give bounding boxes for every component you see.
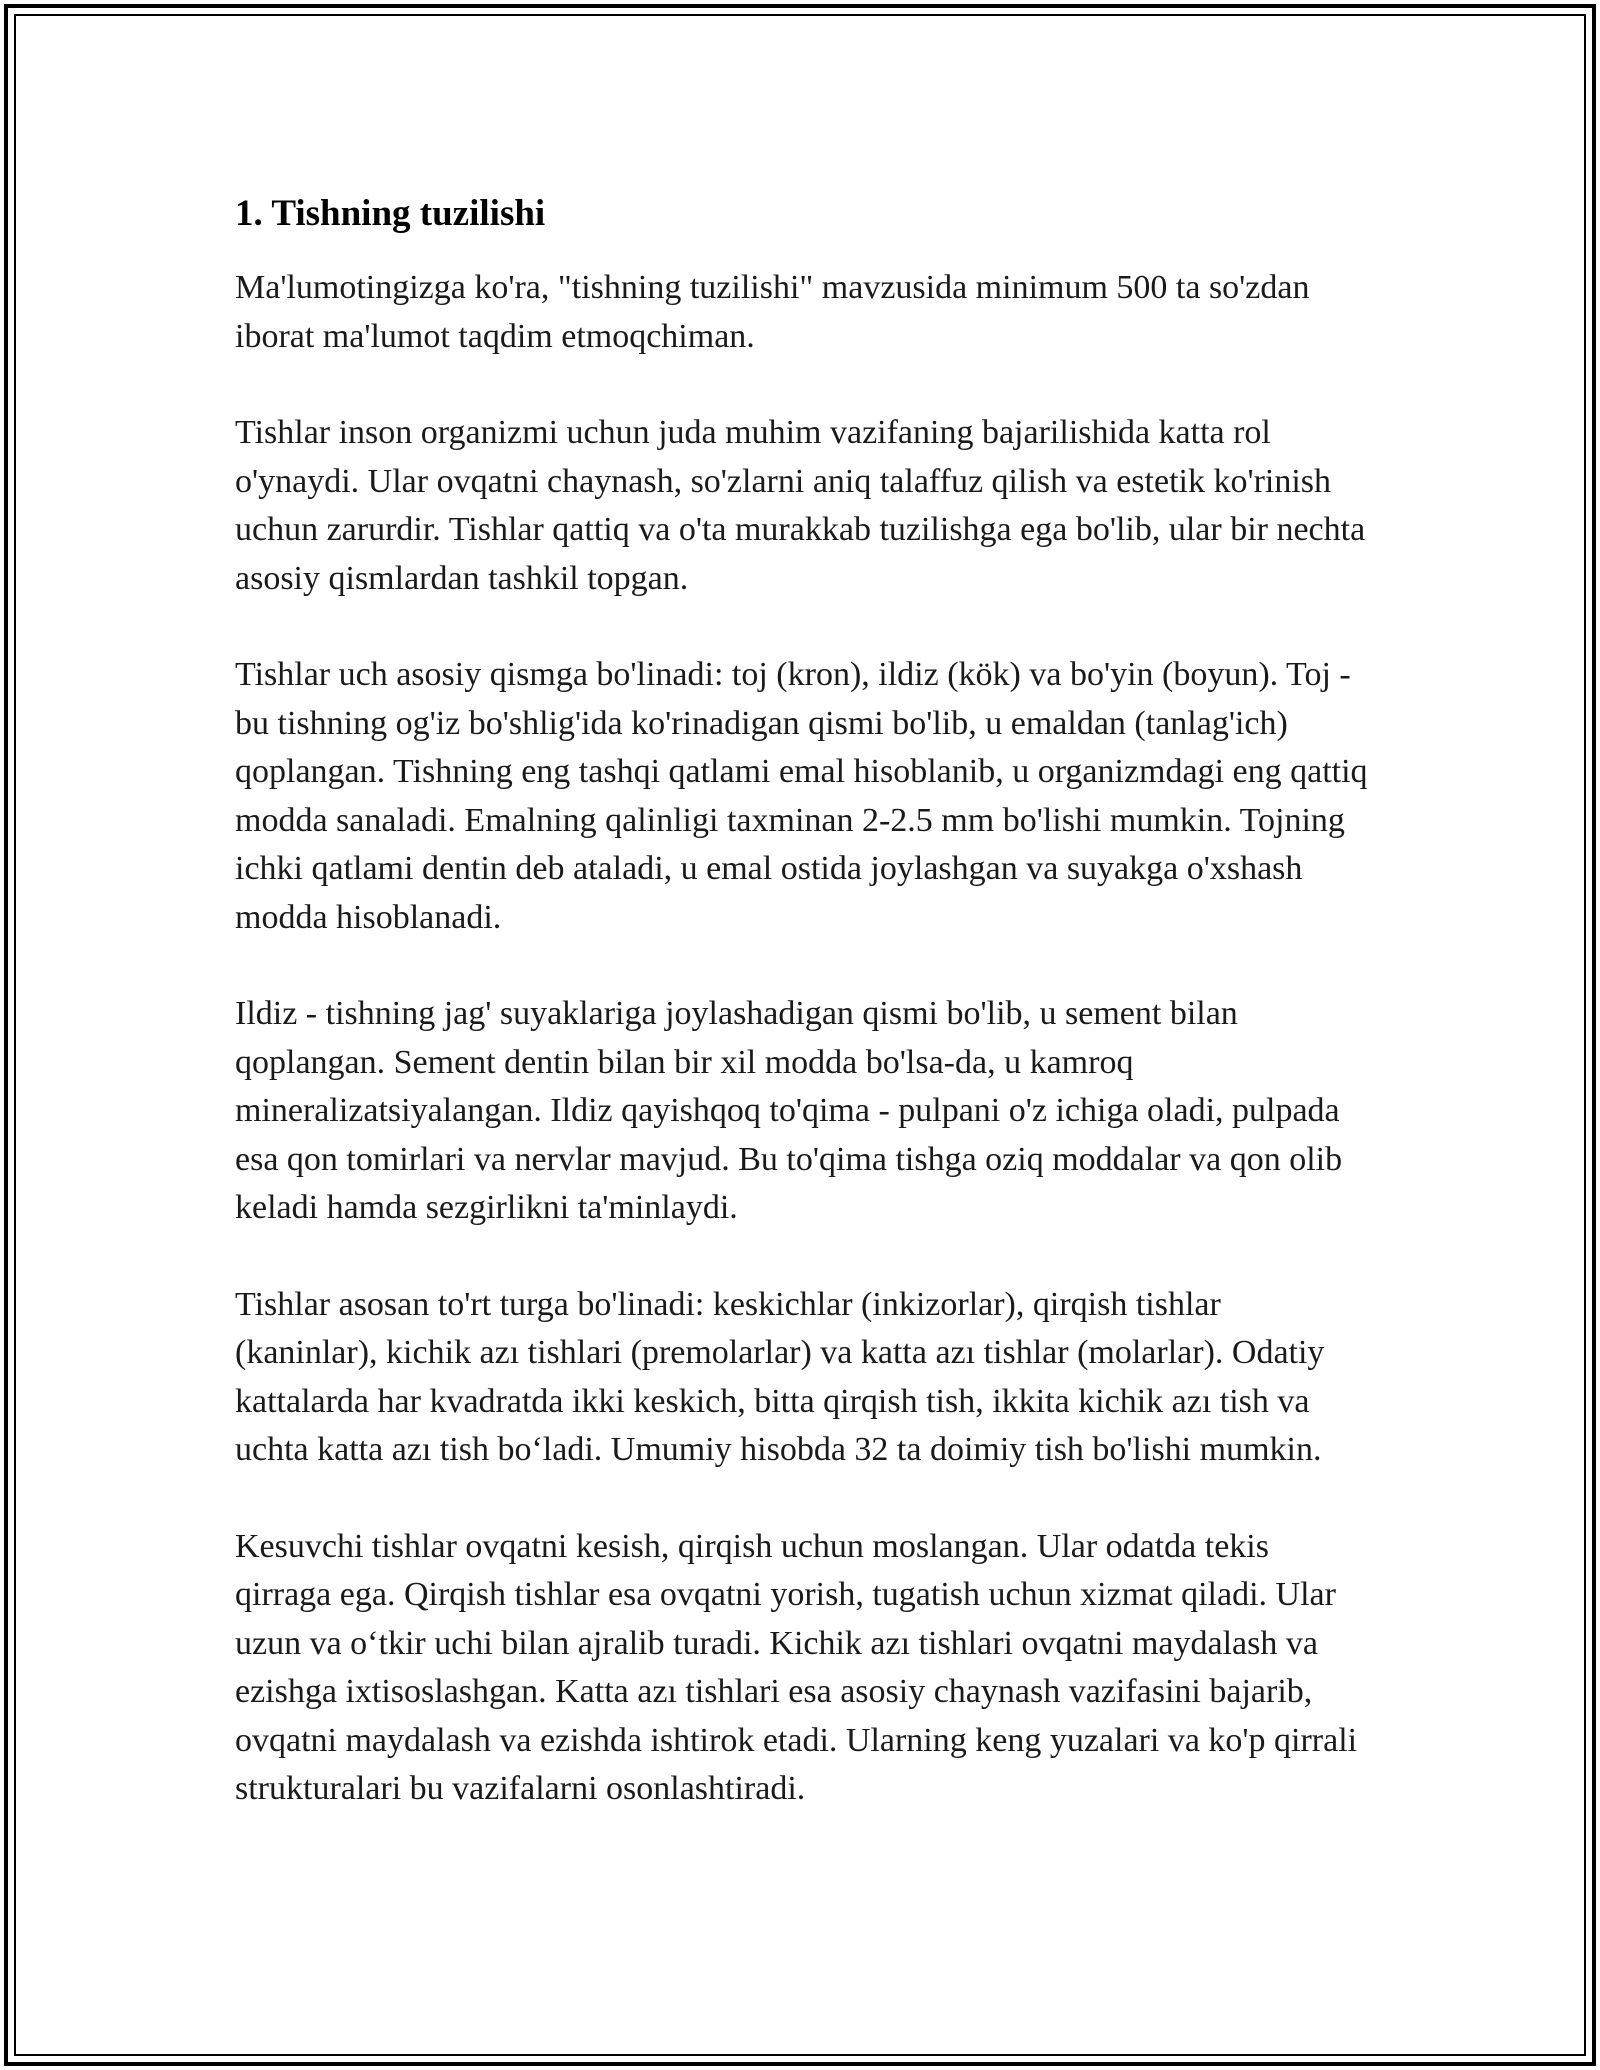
document-body [235, 186, 1370, 1862]
paragraph-parts: Tishlar uch asosiy qismga bo'linadi: toj (kron), ildiz (kök) va bo'yin (boyun). Toj - bu tishning og'iz bo'shlig'ida ko'rinadigan qismi bo'lib, u emaldan (tanlag'ich) qoplangan. Tishning eng tashqi qatlami emal hisoblanib, u organizmdagi eng qattiq modda sanaladi. Emalning qalinligi taxminan 2-2.5 mm bo'lishi mumkin. Tojning ichki qatlami dentin deb ataladi, u emal ostida joylashgan va suyakga o'xshash modda hisoblanadi. [235, 656, 1368, 936]
paragraph-intro: Ma'lumotingizga ko'ra, "tishning tuzilishi" mavzusida minimum 500 ta so'zdan iborat ma'lumot taqdim etmoqchiman. [235, 269, 1310, 355]
paragraph-types: Tishlar asosan to'rt turga bo'linadi: keskichlar (inkizorlar), qirqish tishlar (kaninlar), kichik azı tishlari (premolarlar) va katta azı tishlar (molarlar). Odatiy kattalarda har kvadratda ikki keskich, bitta qirqish tish, ikkita kichik azı tish va uchta katta azı tish bo‘ladi. Umumiy hisobda 32 ta doimiy tish bo'lishi mumkin. [235, 1285, 1325, 1468]
paragraph-root: Ildiz - tishning jag' suyaklariga joylashadigan qismi bo'lib, u sement bilan qoplangan. Sement dentin bilan bir xil modda bo'lsa-da, u kamroq mineralizatsiyalangan. Ildiz qayishqoq to'qima - pulpani o'z ichiga oladi, pulpada esa qon tomirlari va nervlar mavjud. Bu to'qima tishga oziq moddalar va qon olib keladi hamda sezgirlikni ta'minlaydi. [235, 995, 1343, 1226]
section-heading: 1. Tishning tuzilishi [235, 193, 546, 234]
paragraph-functions: Kesuvchi tishlar ovqatni kesish, qirqish uchun moslangan. Ular odatda tekis qirraga ega. Qirqish tishlar esa ovqatni yorish, tugatish uchun xizmat qiladi. Ular uzun va o‘tkir uchi bilan ajralib turadi. Kichik azı tishlari ovqatni maydalash va ezishga ixtisoslashgan. Katta azı tishlari esa asosiy chaynash vazifasini bajarib, ovqatni maydalash va ezishda ishtirok etadi. Ularning keng yuzalari va ko'p qirrali strukturalari bu vazifalarni osonlashtiradi. [235, 1527, 1358, 1807]
paragraph-importance: Tishlar inson organizmi uchun juda muhim vazifaning bajarilishida katta rol o'ynaydi. Ular ovqatni chaynash, so'zlarni aniq talaffuz qilish va estetik ko'rinish uchun zarurdir. Tishlar qattiq va o'ta murakkab tuzilishga ega bo'lib, ular bir nechta asosiy qismlardan tashkil topgan. [235, 414, 1366, 597]
